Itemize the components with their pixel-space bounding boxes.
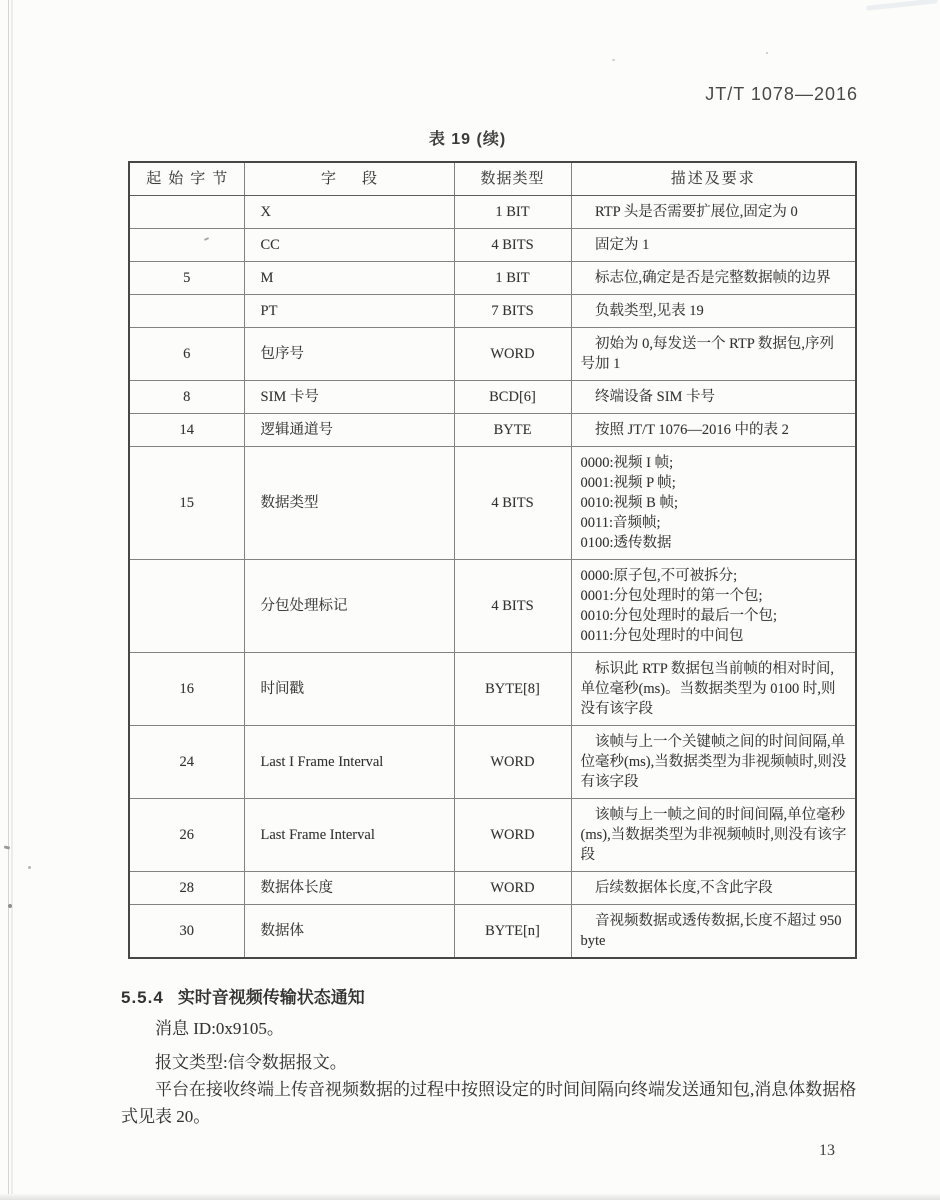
table-row xyxy=(129,559,856,652)
description-text: 该帧与上一帧之间的时间间隔,单位毫秒(ms),当数据类型为非视频帧时,则没有该字段 xyxy=(580,806,847,863)
cell-description xyxy=(571,327,856,380)
cell-start-byte: 16 xyxy=(129,652,244,725)
table-row xyxy=(129,195,856,228)
cell-field: PT xyxy=(244,294,454,327)
description-text: 后续数据体长度,不含此字段 xyxy=(595,879,773,896)
description-text: 标志位,确定是否是完整数据帧的边界 xyxy=(595,269,831,286)
cell-description xyxy=(571,798,856,871)
table-header-row xyxy=(129,162,856,195)
description-text: 0011:音频帧; xyxy=(580,514,661,531)
cell-start-byte xyxy=(129,228,244,261)
scan-artifact xyxy=(28,866,31,869)
cell-start-byte: 30 xyxy=(129,904,244,958)
cell-start-byte xyxy=(129,559,244,652)
table-row xyxy=(129,725,856,798)
cell-description xyxy=(571,652,856,725)
table-row xyxy=(129,446,856,559)
table-row xyxy=(129,228,856,261)
section-paragraph: 平台在接收终端上传音视频数据的过程中按照设定的时间间隔向终端发送通知包,消息体数据格式见表 20。 xyxy=(121,1079,857,1126)
description-text: 固定为 1 xyxy=(595,236,650,253)
document-page xyxy=(121,0,858,1160)
cell-data-type: BCD[6] xyxy=(454,380,571,413)
table-caption: 表 19 (续) xyxy=(428,131,507,148)
cell-field: 逻辑通道号 xyxy=(244,413,454,446)
column-header: 字段 xyxy=(244,162,454,195)
cell-field: X xyxy=(244,195,454,228)
cell-start-byte xyxy=(129,294,244,327)
table-body xyxy=(129,195,856,958)
cell-data-type: BYTE xyxy=(454,413,571,446)
cell-field: Last Frame Interval xyxy=(244,798,454,871)
description-text: 终端设备 SIM 卡号 xyxy=(595,388,716,405)
table-row xyxy=(129,904,856,958)
description-text: 0000:视频 I 帧; xyxy=(580,454,674,471)
cell-field: SIM 卡号 xyxy=(244,380,454,413)
scan-artifact xyxy=(8,904,12,908)
description-text: 0010:分包处理时的最后一个包; xyxy=(580,607,778,624)
table-row xyxy=(129,380,856,413)
cell-data-type: 1 BIT xyxy=(454,261,571,294)
description-text: RTP 头是否需要扩展位,固定为 0 xyxy=(595,203,798,220)
cell-description xyxy=(571,294,856,327)
table-row xyxy=(129,413,856,446)
packet-type-line: 报文类型:信令数据报文。 xyxy=(155,1052,347,1072)
cell-description xyxy=(571,228,856,261)
scan-edge-line xyxy=(11,0,13,1200)
table-row xyxy=(129,327,856,380)
cell-data-type: 4 BITS xyxy=(454,228,571,261)
cell-description xyxy=(571,904,856,958)
description-text: 负载类型,见表 19 xyxy=(595,302,704,319)
description-text: 0001:分包处理时的第一个包; xyxy=(580,587,763,604)
cell-description xyxy=(571,559,856,652)
cell-start-byte: 5 xyxy=(129,261,244,294)
cell-start-byte: 14 xyxy=(129,413,244,446)
section-title: 实时音视频传输状态通知 xyxy=(177,987,365,1007)
cell-field: CC xyxy=(244,228,454,261)
section-number: 5.5.4 xyxy=(121,987,164,1007)
description-text: 该帧与上一个关键帧之间的时间间隔,单位毫秒(ms),当数据类型为非视频帧时,则没有该字段 xyxy=(580,733,847,790)
cell-field: 数据类型 xyxy=(244,446,454,559)
scan-artifact xyxy=(866,0,938,11)
cell-description xyxy=(571,195,856,228)
cell-data-type: 1 BIT xyxy=(454,195,571,228)
cell-description xyxy=(571,413,856,446)
column-header: 描述及要求 xyxy=(571,162,856,195)
description-text: 0000:原子包,不可被拆分; xyxy=(580,567,738,584)
cell-data-type: WORD xyxy=(454,725,571,798)
cell-data-type: BYTE[n] xyxy=(454,904,571,958)
description-text: 0011:分包处理时的中间包 xyxy=(580,627,744,644)
description-text: 0010:视频 B 帧; xyxy=(580,494,678,511)
cell-start-byte: 28 xyxy=(129,871,244,904)
cell-start-byte: 15 xyxy=(129,446,244,559)
cell-field: 包序号 xyxy=(244,327,454,380)
cell-data-type: WORD xyxy=(454,327,571,380)
description-text: 初始为 0,每发送一个 RTP 数据包,序列号加 1 xyxy=(580,335,835,372)
page-header xyxy=(121,84,858,105)
cell-data-type: WORD xyxy=(454,871,571,904)
description-text: 音视频数据或透传数据,长度不超过 950 byte xyxy=(580,912,842,949)
table-row xyxy=(129,294,856,327)
scan-bottom-edge xyxy=(0,1194,940,1200)
table-row xyxy=(129,652,856,725)
cell-start-byte: 24 xyxy=(129,725,244,798)
cell-description xyxy=(571,380,856,413)
description-text: 0100:透传数据 xyxy=(580,534,672,551)
table-row xyxy=(129,261,856,294)
cell-description xyxy=(571,261,856,294)
table-row xyxy=(129,798,856,871)
table-row xyxy=(129,871,856,904)
description-text: 标识此 RTP 数据包当前帧的相对时间,单位毫秒(ms)。当数据类型为 0100 时,则没有该字段 xyxy=(580,660,836,717)
cell-start-byte: 8 xyxy=(129,380,244,413)
column-header: 数据类型 xyxy=(454,162,571,195)
doc-number: JT/T 1078—2016 xyxy=(705,84,858,104)
cell-field: 数据体长度 xyxy=(244,871,454,904)
message-id-line: 消息 ID:0x9105。 xyxy=(155,1018,284,1038)
cell-start-byte: 26 xyxy=(129,798,244,871)
description-text: 0001:视频 P 帧; xyxy=(580,474,676,491)
description-text: 按照 JT/T 1076—2016 中的表 2 xyxy=(595,421,789,438)
cell-data-type: 7 BITS xyxy=(454,294,571,327)
cell-field: 分包处理标记 xyxy=(244,559,454,652)
cell-data-type: WORD xyxy=(454,798,571,871)
cell-description xyxy=(571,725,856,798)
cell-data-type: BYTE[8] xyxy=(454,652,571,725)
cell-data-type: 4 BITS xyxy=(454,559,571,652)
spec-table xyxy=(128,161,857,959)
cell-start-byte: 6 xyxy=(129,327,244,380)
cell-field: 时间戳 xyxy=(244,652,454,725)
column-header: 起始字节 xyxy=(129,162,244,195)
scan-edge-line xyxy=(8,0,9,1200)
scan-artifact xyxy=(4,845,10,849)
cell-field: 数据体 xyxy=(244,904,454,958)
cell-data-type: 4 BITS xyxy=(454,446,571,559)
section-5-5-4 xyxy=(121,983,858,1130)
cell-field: Last I Frame Interval xyxy=(244,725,454,798)
cell-field: M xyxy=(244,261,454,294)
section-heading xyxy=(121,983,858,1008)
cell-start-byte xyxy=(129,195,244,228)
page-number: 13 xyxy=(819,1141,835,1159)
cell-description xyxy=(571,446,856,559)
cell-description xyxy=(571,871,856,904)
